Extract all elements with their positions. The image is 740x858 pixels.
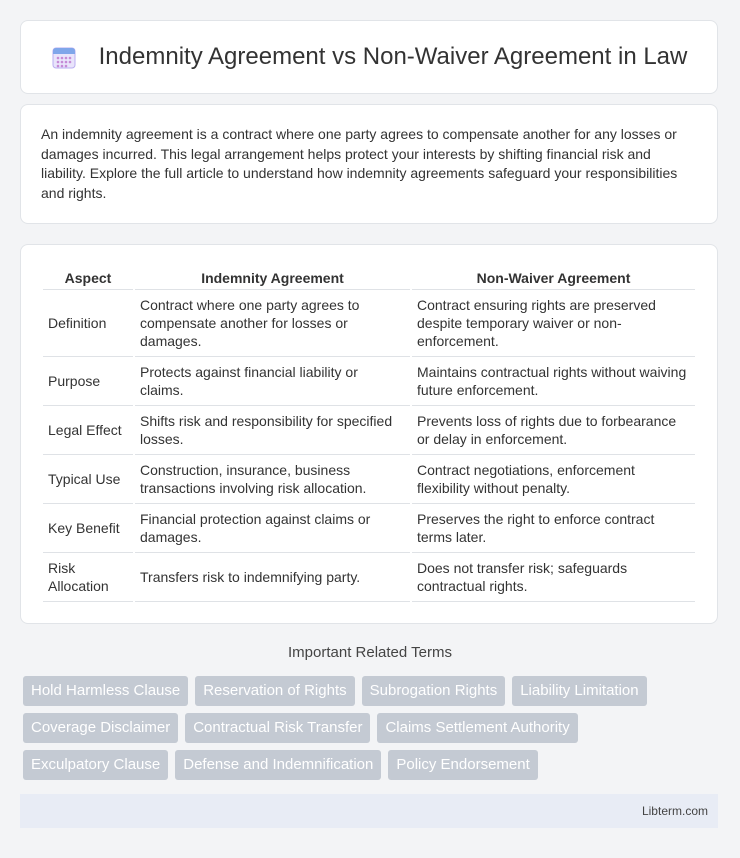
- table-row: [43, 553, 695, 602]
- tag-contractual-risk-transfer[interactable]: Contractual Risk Transfer: [185, 713, 370, 743]
- aspect-cell: Typical Use: [43, 455, 133, 504]
- aspect-cell: Legal Effect: [43, 406, 133, 455]
- tag-hold-harmless-clause[interactable]: Hold Harmless Clause: [23, 676, 188, 706]
- table-row: [43, 504, 695, 553]
- tag-liability-limitation[interactable]: Liability Limitation: [512, 676, 646, 706]
- column-header-aspect: Aspect: [43, 267, 133, 290]
- table-row: [43, 406, 695, 455]
- aspect-cell: Risk Allocation: [43, 553, 133, 602]
- tag-coverage-disclaimer[interactable]: Coverage Disclaimer: [23, 713, 178, 743]
- table-row: [43, 290, 695, 357]
- indemnity-cell: Contract where one party agrees to compensate another for losses or damages.: [135, 290, 410, 357]
- non-waiver-cell: Preserves the right to enforce contract terms later.: [412, 504, 695, 553]
- intro-text: An indemnity agreement is a contract where one party agrees to compensate another for any losses or damages incurred. This legal arrangement helps protect your interests by shifting financial risk and liability. Explore the full article to understand how indemnity agreements safeguard your responsibilities and rights.: [41, 126, 678, 201]
- tag-exculpatory-clause[interactable]: Exculpatory Clause: [23, 750, 168, 780]
- indemnity-cell: Construction, insurance, business transactions involving risk allocation.: [135, 455, 410, 504]
- footer-site-link[interactable]: Libterm.com: [641, 804, 708, 818]
- table-row: [43, 357, 695, 406]
- aspect-cell: Key Benefit: [43, 504, 133, 553]
- indemnity-cell: Protects against financial liability or claims.: [135, 357, 410, 406]
- aspect-cell: Purpose: [43, 357, 133, 406]
- intro-card: [20, 104, 718, 224]
- page-title: Indemnity Agreement vs Non-Waiver Agreement in Law: [98, 43, 688, 70]
- indemnity-cell: Financial protection against claims or damages.: [135, 504, 410, 553]
- table-header-row: [43, 267, 695, 290]
- related-terms-title: Important Related Terms: [288, 644, 452, 661]
- column-header-non-waiver: Non-Waiver Agreement: [412, 267, 695, 290]
- aspect-cell: Definition: [43, 290, 133, 357]
- non-waiver-cell: Prevents loss of rights due to forbearance or delay in enforcement.: [412, 406, 695, 455]
- tag-subrogation-rights[interactable]: Subrogation Rights: [362, 676, 506, 706]
- related-terms-list: [23, 676, 723, 787]
- indemnity-cell: Shifts risk and responsibility for specified losses.: [135, 406, 410, 455]
- indemnity-cell: Transfers risk to indemnifying party.: [135, 553, 410, 602]
- tag-policy-endorsement[interactable]: Policy Endorsement: [388, 750, 537, 780]
- non-waiver-cell: Maintains contractual rights without waiving future enforcement.: [412, 357, 695, 406]
- comparison-table-card: [20, 244, 718, 624]
- calendar-icon: [51, 44, 77, 70]
- non-waiver-cell: Contract negotiations, enforcement flexibility without penalty.: [412, 455, 695, 504]
- title-card: [20, 20, 718, 94]
- footer: [20, 794, 718, 828]
- tag-defense-and-indemnification[interactable]: Defense and Indemnification: [175, 750, 381, 780]
- tag-reservation-of-rights[interactable]: Reservation of Rights: [195, 676, 354, 706]
- column-header-indemnity: Indemnity Agreement: [135, 267, 410, 290]
- tag-claims-settlement-authority[interactable]: Claims Settlement Authority: [377, 713, 577, 743]
- non-waiver-cell: Does not transfer risk; safeguards contractual rights.: [412, 553, 695, 602]
- table-row: [43, 455, 695, 504]
- comparison-table: [41, 267, 697, 602]
- non-waiver-cell: Contract ensuring rights are preserved despite temporary waiver or non-enforcement.: [412, 290, 695, 357]
